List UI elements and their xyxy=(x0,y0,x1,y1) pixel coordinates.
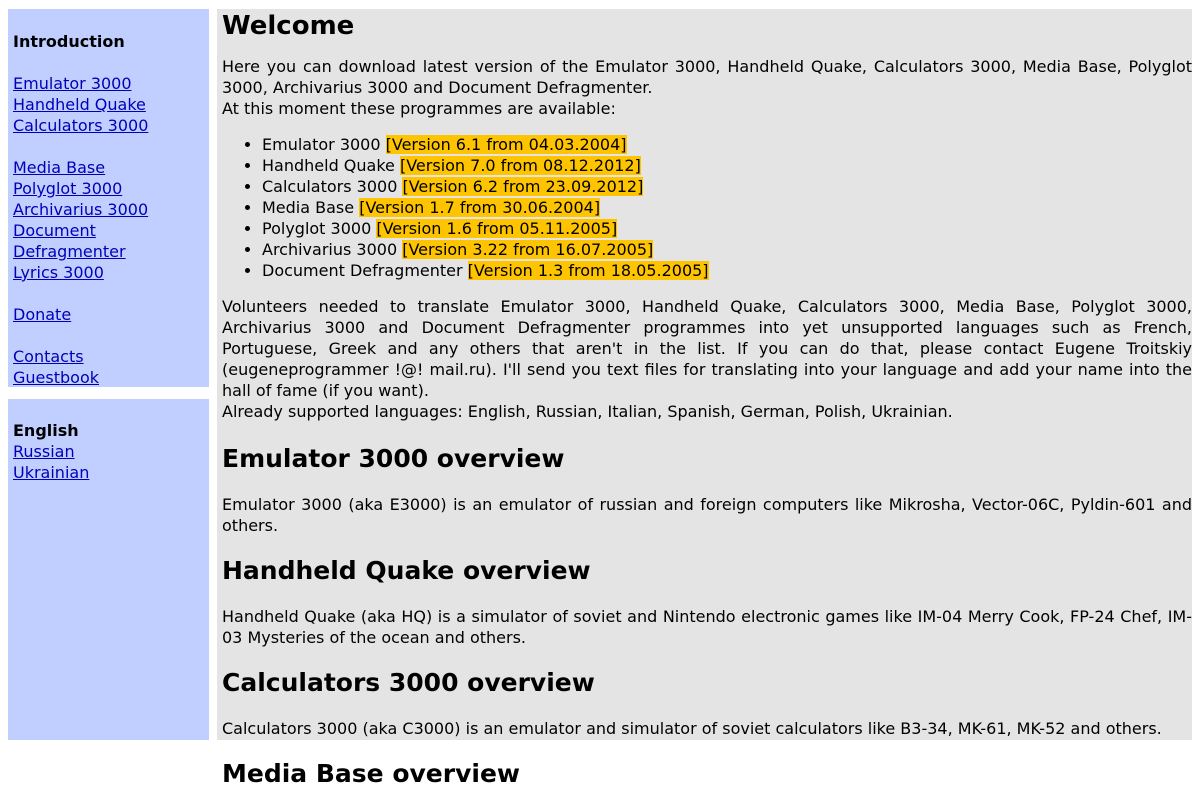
intro-text: Here you can download latest version of the Emulator 3000, Handheld Quake, Calculators 3000, Media Base, Polyglot 3000, Archivarius 3000 and Document Defragmenter. xyxy=(222,57,1192,97)
version-badge: [Version 1.3 from 18.05.2005] xyxy=(467,261,709,280)
nav-link-archivarius-3000[interactable]: Archivarius 3000 xyxy=(13,200,149,219)
section-text-handheld-quake: Handheld Quake (aka HQ) is a simulator of soviet and Nintendo electronic games like IM-04 Merry Cook, FP-24 Chef, IM-03 Mysteries of the ocean and others. xyxy=(222,607,1192,647)
program-name: Calculators 3000 xyxy=(262,177,398,196)
version-badge: [Version 6.1 from 04.03.2004] xyxy=(385,135,627,154)
volunteers-paragraph xyxy=(222,296,1192,422)
sidebar-languages xyxy=(8,399,209,740)
list-item xyxy=(262,134,1192,155)
program-name: Document Defragmenter xyxy=(262,261,463,280)
main-content xyxy=(217,9,1192,788)
page-title: Welcome xyxy=(222,11,355,41)
nav-link-polyglot-3000[interactable]: Polyglot 3000 xyxy=(13,179,123,198)
list-item xyxy=(262,197,1192,218)
language-link-ukrainian[interactable]: Ukrainian xyxy=(13,463,90,482)
program-name: Archivarius 3000 xyxy=(262,240,398,259)
nav-link-lyrics-3000[interactable]: Lyrics 3000 xyxy=(13,263,104,282)
list-item xyxy=(262,260,1192,281)
version-badge: [Version 1.6 from 05.11.2005] xyxy=(376,219,618,238)
nav-link-media-base[interactable]: Media Base xyxy=(13,158,106,177)
nav-heading: Introduction xyxy=(13,32,125,51)
language-link-russian[interactable]: Russian xyxy=(13,442,75,461)
sidebar-navigation xyxy=(8,9,209,387)
section-title-media-base: Media Base overview xyxy=(222,759,521,788)
nav-link-document-defragmenter[interactable]: Document Defragmenter xyxy=(13,221,126,261)
section-text-calculators-3000: Calculators 3000 (aka C3000) is an emulator and simulator of soviet calculators like B3-34, MK-61, MK-52 and others. xyxy=(222,719,1162,738)
version-badge: [Version 7.0 from 08.12.2012] xyxy=(399,156,641,175)
program-name: Handheld Quake xyxy=(262,156,395,175)
section-title-emulator-3000: Emulator 3000 overview xyxy=(222,444,565,473)
nav-link-emulator-3000[interactable]: Emulator 3000 xyxy=(13,74,132,93)
list-item xyxy=(262,176,1192,197)
version-badge: [Version 1.7 from 30.06.2004] xyxy=(359,198,601,217)
program-list xyxy=(222,134,1192,281)
section-title-handheld-quake: Handheld Quake overview xyxy=(222,556,591,585)
nav-link-donate[interactable]: Donate xyxy=(13,305,72,324)
list-item xyxy=(262,239,1192,260)
available-text: At this moment these programmes are available: xyxy=(222,99,616,118)
version-badge: [Version 3.22 from 16.07.2005] xyxy=(402,240,654,259)
supported-languages-text: Already supported languages: English, Russian, Italian, Spanish, German, Polish, Ukrainian. xyxy=(222,402,953,421)
nav-link-guestbook[interactable]: Guestbook xyxy=(13,368,99,387)
nav-link-handheld-quake[interactable]: Handheld Quake xyxy=(13,95,146,114)
nav-link-calculators-3000[interactable]: Calculators 3000 xyxy=(13,116,149,135)
nav-link-contacts[interactable]: Contacts xyxy=(13,347,84,366)
intro-paragraph xyxy=(222,56,1192,119)
section-text-emulator-3000: Emulator 3000 (aka E3000) is an emulator of russian and foreign computers like Mikrosha, Vector-06C, Pyldin-601 and others. xyxy=(222,495,1192,535)
list-item xyxy=(262,218,1192,239)
program-name: Emulator 3000 xyxy=(262,135,381,154)
program-name: Media Base xyxy=(262,198,355,217)
list-item xyxy=(262,155,1192,176)
volunteers-text: Volunteers needed to translate Emulator 3000, Handheld Quake, Calculators 3000, Media Base, Polyglot 3000, Archivarius 3000 and Document Defragmenter programmes into yet unsupported languages such as French, Portuguese, Greek and any others that aren't in the list. If you can do that, please contact Eugene Troitskiy (eugeneprogrammer !@! mail.ru). I'll send you text files for translating into your language and add your name into the hall of fame (if you want). xyxy=(222,297,1192,400)
version-badge: [Version 6.2 from 23.09.2012] xyxy=(402,177,644,196)
section-title-calculators-3000: Calculators 3000 overview xyxy=(222,668,595,697)
program-name: Polyglot 3000 xyxy=(262,219,372,238)
current-language: English xyxy=(13,421,79,440)
